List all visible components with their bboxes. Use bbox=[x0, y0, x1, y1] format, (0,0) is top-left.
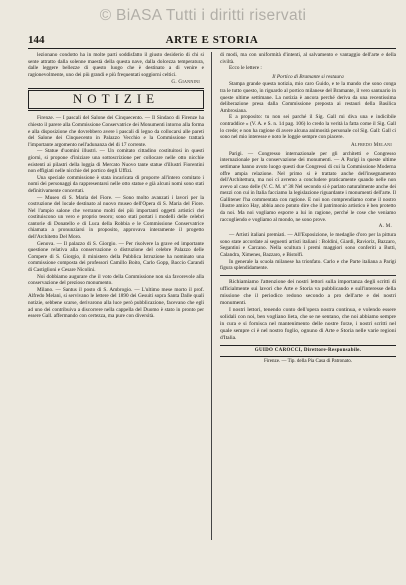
news-genova-comment: Noi dobbiamo augurare che il voto della Commissione non sia favorevole alla conservazione del prezioso monumento. bbox=[28, 273, 204, 287]
news-parigi: Parigi. — Congresso internazionale per gli architetti e Congresso internazionale per la conservazione dei monumenti. — A Parigi in queste ultime settimane hanno avuto luogo questi due Congressi di cui la Commissione Moderna offre ampia relazione. Nel primo si è trattato anche dell'insegnamento dell'Architettura, ma noi ci avremo a concludere praticamente quando nelle non avevo al caso delle (V. C. M. nº 38 Nel secondo si è parlato naturalmente anche dei mezzi con cui in Italia facciamo la legislazione riguardante i monumenti dell'arte. Il Gallitener l'ha commentata con ragione. E noi non comprendiamo come il nostro illustre amico Hay, abbia anco potuto dire che il patrimonio artistico è ben protetto da noi. Ma noi vogliamo esporre a lui in ragione, perché le cose che veniamo raccogliendo e vogliamo al mondo, ne sono prove. bbox=[220, 150, 396, 223]
article-continuation: lezionano condotto ha in molte parti soddisfatto il giusto desiderio di chi si sente attratto dalla solenne maestà della questa nave, dalla dolcezza temperatura, dalle leggere bellezze di questo luogo che è destinato a di venire e ragionevolmente, uno dei più grandi e più frequentati soggiorni celtici. bbox=[28, 52, 204, 78]
readers-appeal: Richiamiamo l'attenzione dei nostri lettori sulla importanza degli scritti di ufficialmente sui lavori che Arte e Storia va pubblicando e sull'interesse della missione che il periodico redono secondo a pro dell'arte e dei nostri monumenti. bbox=[220, 278, 396, 306]
notizie-heading: NOTIZIE bbox=[28, 90, 204, 109]
parigi-signature: A. M. bbox=[378, 224, 392, 230]
news-proposito: E a proposito: tu non sei parché il Sig. Gall mi diva una e indicibile contraddice » (V. A. e S. n. 14 pag. 106) lo credo la verità la fatta come il Sig. Gall lo crede; e non ha ragione di avere alcuna animosità personale col Sig. Gall: Gall ci sono nel mio interesse e noto le loggie sempre con piacere. bbox=[220, 114, 396, 141]
news-genova: Genova. — Il palazzo di S. Giorgio. — Per risolvere la grave ed importante questione relativa alla conservazione o distruzione del celebre Palazzo delle Compere di S. Giorgio, il ministero della Pubblica Istruzione ha nominato una commissione composta dei professori Camillo Boito, Carlo Gopp, Baccio Carandi di Castiglioni e Cesare Nicolini. bbox=[28, 240, 204, 274]
editor-line bbox=[220, 348, 396, 353]
watermark: © BiASA Tutti i diritti riservati bbox=[99, 7, 307, 24]
article-continuation-right: di modi, ma con uniformità d'intenti, al salvamento e vantaggio dell'arte e della civiltà. bbox=[220, 52, 396, 65]
header-rule bbox=[28, 48, 396, 49]
editor-name: GUIDO CAROCCI, Direttore-Responsabile. bbox=[254, 347, 362, 353]
news-bramante: Stampa grande questa notizia, mio caro Guido, e te la mando che sono conga tra le tutto questo, in riguardo al portico milanese del Bramante, il vero santuario in queste ultime settimane. La notizia è ancora perché deriva da una recentissima deliberazione presa dalla Commissione preposta ai restauri della Basilica Ambrosiana. bbox=[220, 81, 396, 114]
article-signature: G. Giannini bbox=[171, 80, 200, 86]
news-statue: — Statue d'uomini illustri. — Un comitato cittadino costituitosi in questi giorni, si propone d'iniziare una sottoscrizione per collocare nelle otto nicchie esistenti ai pilastri della loggia di Mercato Nuovo tante statue d'illustri Fiorentini non effigiati nelle nicchie del portico degli Uffizi. bbox=[28, 148, 204, 175]
letter-intro: Ecco le lettere : bbox=[229, 65, 262, 72]
readers-appeal-2: I nostri lettori, tenendo conto dell'opera nostra continua, e volendo essere solidali con noi, ben vogliano lieta, che se ne sentano, che noi abbiamo sempre in cura e si fornisca nel mantenimento delle nostre forze, i nostri scritti nel quale sempre ci è nel nostro foglio, ognuno di Arte e Storia nelle varie regioni d'Italia. bbox=[220, 306, 396, 341]
news-commissione: Una speciale commissione è stata incaricata di proporre all'intero comitato i nomi dei personaggi da rappresentarsi nelle otto statue e già alcuni nomi sono stati definitivamente concertati. bbox=[28, 174, 204, 194]
page-header bbox=[28, 34, 396, 48]
news-milano: Milano. — Santus il posto di S. Ambrogio. — L'ultimo mese morto il prof. Alfredo Melani, si servivano le lettere del 1890 dei Gesuiti sopra Santa Dalle quali notizie, sebbene scarse, derivarono alla luce però pubblicazione, facevano che egli ad uno dei contribuiva a discorrere nella cappella del Duomo è stato in pronto per essere Gall. affermando con certezza, ma pure con diversità. bbox=[28, 286, 204, 320]
left-column bbox=[28, 52, 204, 577]
news-museo: — Museo di S. Maria del Fiore. — Sono molto avanzati i lavori per la costruzione del locale destinato al nuovo museo dell'Opera di S. Maria del Fiore. Nel l'ampio salone che verranno molti dei più importanti oggetti artistici che costituiscono un vero e proprio tesoro; sono stati portati i modelli delle celebri cantorie di Donatello e di Luca della Robbia e le Commissione Conservatrice chiamata a pronunziarsi in proposito, approvava interamente il progetto dell'Architetto Del Moro. bbox=[28, 194, 204, 241]
page-number: 144 bbox=[28, 34, 45, 46]
footer-rule bbox=[220, 345, 396, 346]
section-separator bbox=[220, 275, 396, 276]
news-generale: In generale la scuola milanese ha trionfato. Carlo e che Parte italiana a Parigi figura splendidamente. bbox=[220, 258, 396, 272]
journal-title: ARTE E STORIA bbox=[165, 34, 259, 46]
proposito-signature: Alfredo Melani bbox=[350, 142, 392, 148]
right-column bbox=[220, 52, 396, 577]
notizie-banner bbox=[28, 88, 204, 111]
bramante-title: Il Portico di Bramante si restaura bbox=[272, 73, 344, 80]
news-artisti: — Artisti italiani premiati. — All'Esposizione, le medaglie d'oro per la pittura sono state accordate ai seguenti artisti italiani : Boldini, Giardi, Ravioriz, Bazzaro, Segantini e Carcano. Nella scultura i premi maggiori sono conferiti a Butti, Calandra, Ximenes, Bazzaro, e Bistolfi. bbox=[220, 232, 396, 259]
printer-line: Firenze. — Tip. della Pia Casa di Patronato. bbox=[263, 358, 353, 364]
column-divider bbox=[211, 52, 212, 540]
footer-rule-2 bbox=[220, 356, 396, 357]
news-firenze: Firenze. — I pascali del Salone dei Cinquecento. — Il Sindaco di Firenze ha chiesto il parere alla Commissione Conservatrice dei Monumenti intorno alla forma e alla disposizione che dovrebbero avere i pascali di legno da collocarsi alle pareti del Salone dei Cinquecento in Palazzo Vecchio e la Commissione trattarà l'importante argomento nell'adunanza del di 17 corrente. bbox=[28, 115, 204, 148]
